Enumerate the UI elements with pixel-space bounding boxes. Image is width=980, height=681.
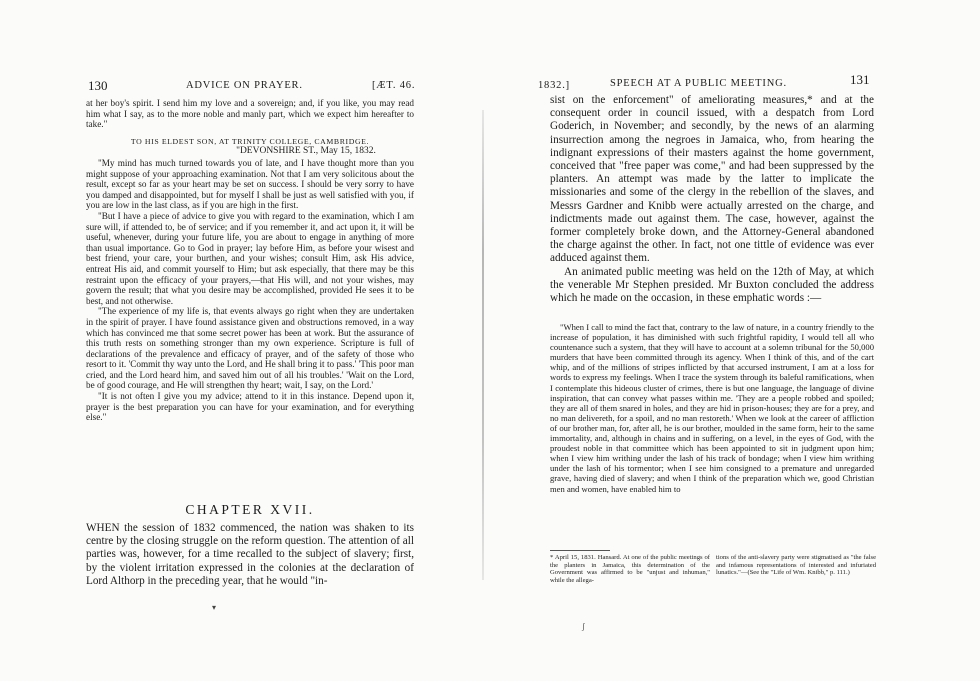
footnote-left-column: * April 15, 1831. Hansard. At one of the public meetings of the planters in Jamaica, this determination of the Government was affirmed to be "unjust and inhuman," while the allega-	[550, 554, 710, 584]
body-paragraph: An animated public meeting was held on the 12th of May, at which the venerable Mr Stephen presided. Mr Buxton concluded the address which he made on the occasion, in these emphatic words :—	[550, 265, 874, 305]
body-paragraphs	[550, 94, 874, 305]
running-title-right: SPEECH AT A PUBLIC MEETING.	[610, 78, 787, 89]
running-title-left: ADVICE ON PRAYER.	[186, 80, 303, 91]
page-number-right: 131	[850, 72, 870, 87]
letter-paragraph: "My mind has much turned towards you of late, and I have thought more than you might suppose of your approaching examination. Not that I am very solicitous about the result, except so far as your heart may be set on success. I should be very sorry to have you damped and disappointed, but for myself I shall be just as well satisfied with you, if you are low in the last class, as if you are high in the first.	[86, 158, 414, 211]
aetat-marker: [ÆT. 46.	[372, 80, 416, 91]
footnotes	[550, 554, 874, 594]
right-page	[490, 0, 980, 681]
page-speck: ▾	[212, 603, 217, 612]
opening-paragraph-text: at her boy's spirit. I send him my love and a sovereign; and, if you like, you may read him what I say, as to the more noble and manly part, which we expect him hereafter to take."	[86, 98, 414, 130]
chapter-opening-text: WHEN the session of 1832 commenced, the nation was shaken to its centre by the closing struggle on the reform question. The attention of all parties was, however, for a time recalled to the subject of slavery; first, by the violent irritation expressed in the colonies at the declaration of Lord Althorp in the preceding year, that he would "in-	[86, 522, 414, 587]
footnote-right-column: tions of the anti-slavery party were stigmatised as "the false and infamous representations of interested and infuriated lunatics."—(See the "Life of Wm. Knibb," p. 111.)	[716, 554, 876, 577]
page-speck: ʃ	[582, 622, 585, 631]
opening-paragraph	[86, 98, 414, 130]
page-number-left: 130	[88, 78, 108, 93]
letter-dateline: "DEVONSHIRE ST., May 15, 1832.	[236, 146, 376, 156]
speech-quote-text: "When I call to mind the fact that, contrary to the law of nature, in a country friendly to the increase of population, it has diminished with such frightful rapidity, I would tell all who countenance such a system, that they will have to account at a solemn tribunal for the 50,000 murders that have been committed through its agency. When I think of this, and of the cart whip, and of the millions of stripes inflicted by that accursed instrument, I am at a loss for words to express my feelings. When I trace the system through its baleful ramifications, when I contemplate this hideous cluster of crimes, there is but one language, the language of divine inspiration, that can convey what passes within me. 'They are a people robbed and spoiled; they are all of them snared in holes, and they are hid in prison-houses; they are for a prey, and no man delivereth, for a spoil, and no man restoreth.' When we look at the career of affliction of our brother man, for, after all, he is our brother, moulded in the same form, heir to the same immortality, and, although in chains and in suffering, on a level, in the eyes of God, with the proudest noble in that committee which has been appointed to sit in judgment upon him; when I view him writhing under the lash of his track of bondage; when I view him writhing under the lash of his tormentor; when I see him consigned to a premature and unregarded grave, having died of slavery; and when I think of the preparation which we, good Christian men and women, have enabled him to	[550, 322, 874, 494]
footnote-rule	[550, 550, 610, 551]
letter-caption: TO HIS ELDEST SON, AT TRINITY COLLEGE, CAMBRIDGE.	[130, 137, 370, 146]
letter-paragraph: "But I have a piece of advice to give you with regard to the examination, which I am sure will, if attended to, be of service; and if you remember it, and act upon it, it will be useful, whenever, during your future life, you are about to engage in anything of more than usual importance. Go to God in prayer; lay before Him, as before your wisest and best friend, your care, your burthen, and your wishes; consult Him, ask His advice, entreat His aid, and commit yourself to Him; but ask especially, that there may be this restraint upon the efficacy of your prayers,—that His will, and not your wishes, may govern the result; that what you desire may be accomplished, provided He sees it to be best, and not otherwise.	[86, 210, 414, 306]
body-paragraph: sist on the enforcement" of ameliorating measures,* and at the consequent order in council issued, with a despatch from Lord Goderich, in November; and secondly, by the news of an alarming insurrection among the negroes in Jamaica, who, from hearing the indignant expressions of their masters against the home government, conceived that "free paper was come," and had been suppressed by the planters. An attempt was made by the latter to implicate the missionaries and some of the clergy in the rebellion of the slaves, and Messrs Gardner and Knibb were actually arrested on the charge, and indictments made out against them. The case, however, against the former completely broke down, and the Attorney-General abandoned the charge against the other. In fact, not one tittle of evidence was ever adduced against them.	[550, 94, 874, 265]
running-year: 1832.]	[538, 80, 570, 91]
letter-paragraph: "The experience of my life is, that events always go right when they are undertaken in the spirit of prayer. I have found assistance given and obstructions removed, in a way which has convinced me that some secret power has been at work. But the assurance of this truth rests on something stronger than my own experience. Scripture is full of declarations of the prevalence and efficacy of prayer, and of the safety of those who resort to it. 'Commit thy way unto the Lord, and He shall bring it to pass.' 'This poor man cried, and the Lord heard him, and saved him out of all his troubles.' 'Wait on the Lord, be of good courage, and He will strengthen thy heart; wait, I say, on the Lord.'	[86, 306, 414, 391]
letter-paragraph: "It is not often I give you my advice; attend to it in this instance. Depend upon it, prayer is the best preparation you can have for your examination, and for everything else."	[86, 391, 414, 423]
chapter-heading: CHAPTER XVII.	[185, 502, 315, 517]
speech-quote	[550, 322, 874, 494]
book-gutter	[482, 110, 484, 580]
chapter-opening	[86, 522, 414, 588]
letter-body	[86, 158, 414, 423]
